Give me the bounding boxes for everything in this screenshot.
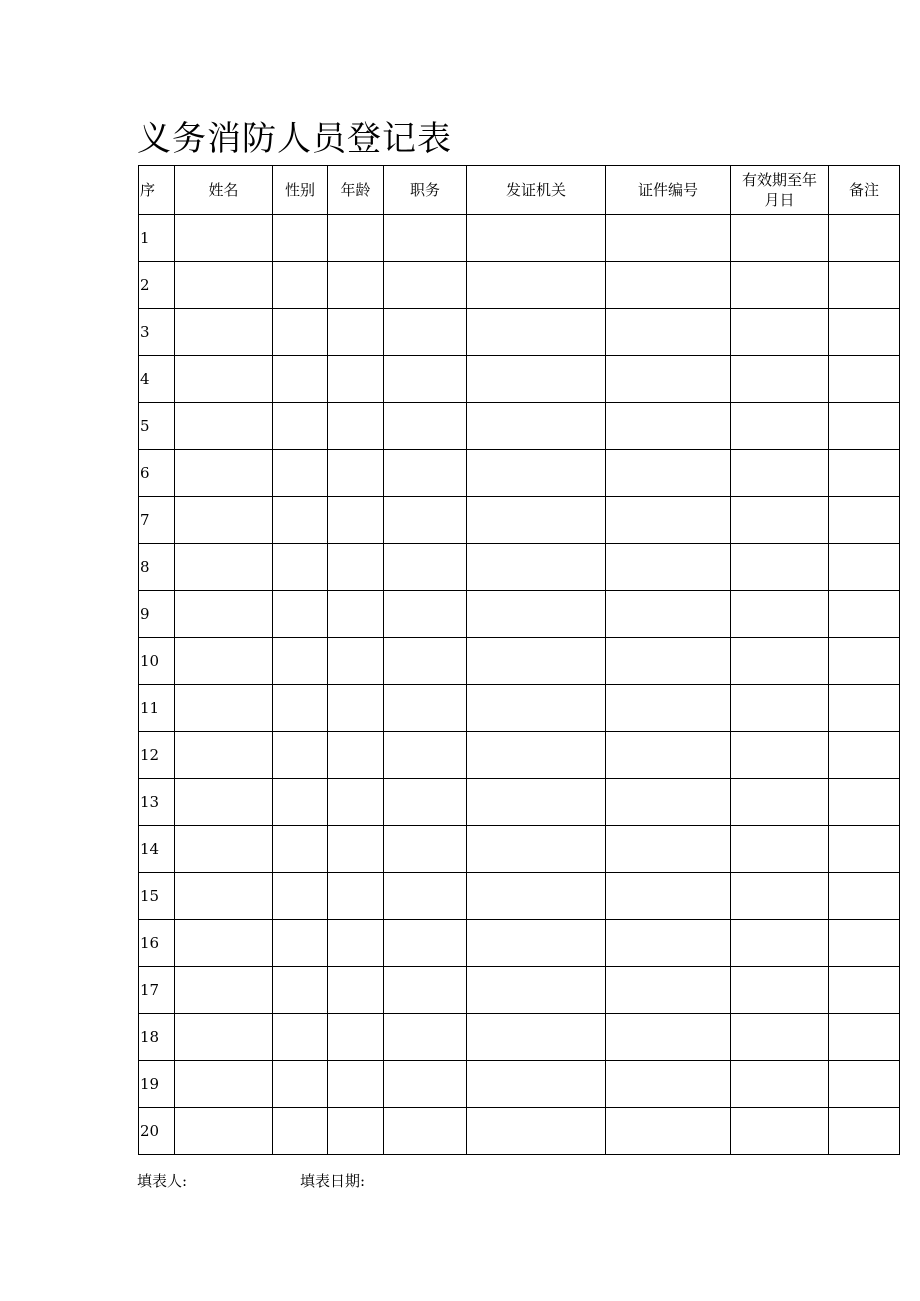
table-row xyxy=(139,403,900,450)
age-cell[interactable] xyxy=(328,685,384,732)
gender-cell[interactable] xyxy=(273,309,328,356)
table-row xyxy=(139,497,900,544)
remarks-cell[interactable] xyxy=(829,450,900,497)
valid-until-cell[interactable] xyxy=(731,685,829,732)
name-cell[interactable] xyxy=(175,1014,273,1061)
table-row xyxy=(139,1061,900,1108)
age-cell[interactable] xyxy=(328,450,384,497)
gender-cell[interactable] xyxy=(273,920,328,967)
name-cell[interactable] xyxy=(175,450,273,497)
row-number: 13 xyxy=(139,779,175,826)
position-cell[interactable] xyxy=(384,450,467,497)
row-number: 19 xyxy=(139,1061,175,1108)
position-cell[interactable] xyxy=(384,262,467,309)
valid-until-cell[interactable] xyxy=(731,873,829,920)
age-cell[interactable] xyxy=(328,732,384,779)
remarks-cell[interactable] xyxy=(829,873,900,920)
certificate-number-cell[interactable] xyxy=(606,732,731,779)
issuing-authority-cell[interactable] xyxy=(467,1061,606,1108)
position-cell[interactable] xyxy=(384,638,467,685)
row-number: 10 xyxy=(139,638,175,685)
row-number: 7 xyxy=(139,497,175,544)
table-row xyxy=(139,450,900,497)
name-cell[interactable] xyxy=(175,1108,273,1155)
row-number: 3 xyxy=(139,309,175,356)
column-header-issuing-authority: 发证机关 xyxy=(467,166,606,215)
position-cell[interactable] xyxy=(384,309,467,356)
gender-cell[interactable] xyxy=(273,403,328,450)
age-cell[interactable] xyxy=(328,826,384,873)
name-cell[interactable] xyxy=(175,779,273,826)
issuing-authority-cell[interactable] xyxy=(467,873,606,920)
remarks-cell[interactable] xyxy=(829,685,900,732)
valid-until-line-2: 月日 xyxy=(764,191,795,209)
certificate-number-cell[interactable] xyxy=(606,215,731,262)
position-cell[interactable] xyxy=(384,920,467,967)
remarks-cell[interactable] xyxy=(829,732,900,779)
position-cell[interactable] xyxy=(384,826,467,873)
gender-cell[interactable] xyxy=(273,685,328,732)
column-header-seq: 序 xyxy=(139,166,175,215)
remarks-cell[interactable] xyxy=(829,215,900,262)
fill-date-label: 填表日期: xyxy=(300,1172,366,1190)
row-number: 14 xyxy=(139,826,175,873)
remarks-cell[interactable] xyxy=(829,1061,900,1108)
gender-cell[interactable] xyxy=(273,732,328,779)
age-cell[interactable] xyxy=(328,309,384,356)
certificate-number-cell[interactable] xyxy=(606,638,731,685)
gender-cell[interactable] xyxy=(273,497,328,544)
position-cell[interactable] xyxy=(384,685,467,732)
position-cell[interactable] xyxy=(384,497,467,544)
certificate-number-cell[interactable] xyxy=(606,309,731,356)
row-number: 2 xyxy=(139,262,175,309)
table-row xyxy=(139,262,900,309)
table-row xyxy=(139,356,900,403)
certificate-number-cell[interactable] xyxy=(606,403,731,450)
age-cell[interactable] xyxy=(328,1061,384,1108)
name-cell[interactable] xyxy=(175,215,273,262)
position-cell[interactable] xyxy=(384,873,467,920)
issuing-authority-cell[interactable] xyxy=(467,638,606,685)
row-number: 9 xyxy=(139,591,175,638)
certificate-number-cell[interactable] xyxy=(606,1014,731,1061)
age-cell[interactable] xyxy=(328,967,384,1014)
issuing-authority-cell[interactable] xyxy=(467,309,606,356)
certificate-number-cell[interactable] xyxy=(606,685,731,732)
row-number: 17 xyxy=(139,967,175,1014)
issuing-authority-cell[interactable] xyxy=(467,215,606,262)
remarks-cell[interactable] xyxy=(829,356,900,403)
position-cell[interactable] xyxy=(384,732,467,779)
certificate-number-cell[interactable] xyxy=(606,779,731,826)
column-header-remarks: 备注 xyxy=(829,166,900,215)
certificate-number-cell[interactable] xyxy=(606,967,731,1014)
remarks-cell[interactable] xyxy=(829,497,900,544)
row-number: 11 xyxy=(139,685,175,732)
certificate-number-cell[interactable] xyxy=(606,544,731,591)
column-header-position: 职务 xyxy=(384,166,467,215)
column-header-certificate-number: 证件编号 xyxy=(606,166,731,215)
row-number: 8 xyxy=(139,544,175,591)
registration-table xyxy=(138,165,900,1155)
name-cell[interactable] xyxy=(175,638,273,685)
row-number: 18 xyxy=(139,1014,175,1061)
valid-until-cell[interactable] xyxy=(731,967,829,1014)
position-cell[interactable] xyxy=(384,356,467,403)
issuing-authority-cell[interactable] xyxy=(467,544,606,591)
position-cell[interactable] xyxy=(384,967,467,1014)
position-cell[interactable] xyxy=(384,1014,467,1061)
age-cell[interactable] xyxy=(328,1014,384,1061)
issuing-authority-cell[interactable] xyxy=(467,967,606,1014)
gender-cell[interactable] xyxy=(273,826,328,873)
position-cell[interactable] xyxy=(384,1061,467,1108)
table-row xyxy=(139,1014,900,1061)
table-row xyxy=(139,732,900,779)
table-row xyxy=(139,826,900,873)
gender-cell[interactable] xyxy=(273,450,328,497)
name-cell[interactable] xyxy=(175,685,273,732)
certificate-number-cell[interactable] xyxy=(606,1061,731,1108)
row-number: 12 xyxy=(139,732,175,779)
row-number: 20 xyxy=(139,1108,175,1155)
remarks-cell[interactable] xyxy=(829,826,900,873)
valid-until-cell[interactable] xyxy=(731,1061,829,1108)
table-row xyxy=(139,215,900,262)
age-cell[interactable] xyxy=(328,1108,384,1155)
name-cell[interactable] xyxy=(175,262,273,309)
gender-cell[interactable] xyxy=(273,967,328,1014)
row-number: 1 xyxy=(139,215,175,262)
certificate-number-cell[interactable] xyxy=(606,1108,731,1155)
valid-until-cell[interactable] xyxy=(731,732,829,779)
name-cell[interactable] xyxy=(175,1061,273,1108)
certificate-number-cell[interactable] xyxy=(606,826,731,873)
issuing-authority-cell[interactable] xyxy=(467,920,606,967)
age-cell[interactable] xyxy=(328,215,384,262)
table-row xyxy=(139,591,900,638)
valid-until-cell[interactable] xyxy=(731,1108,829,1155)
age-cell[interactable] xyxy=(328,403,384,450)
table-row xyxy=(139,920,900,967)
remarks-cell[interactable] xyxy=(829,309,900,356)
remarks-cell[interactable] xyxy=(829,967,900,1014)
gender-cell[interactable] xyxy=(273,215,328,262)
gender-cell[interactable] xyxy=(273,544,328,591)
table-row xyxy=(139,1108,900,1155)
remarks-cell[interactable] xyxy=(829,544,900,591)
issuing-authority-cell[interactable] xyxy=(467,403,606,450)
column-header-gender: 性别 xyxy=(273,166,328,215)
issuing-authority-cell[interactable] xyxy=(467,497,606,544)
name-cell[interactable] xyxy=(175,544,273,591)
age-cell[interactable] xyxy=(328,497,384,544)
remarks-cell[interactable] xyxy=(829,638,900,685)
valid-until-line-1: 有效期至年 xyxy=(741,171,817,189)
row-number: 6 xyxy=(139,450,175,497)
remarks-cell[interactable] xyxy=(829,262,900,309)
table-row xyxy=(139,967,900,1014)
position-cell[interactable] xyxy=(384,215,467,262)
name-cell[interactable] xyxy=(175,732,273,779)
age-cell[interactable] xyxy=(328,779,384,826)
certificate-number-cell[interactable] xyxy=(606,356,731,403)
name-cell[interactable] xyxy=(175,403,273,450)
age-cell[interactable] xyxy=(328,873,384,920)
valid-until-cell[interactable] xyxy=(731,215,829,262)
age-cell[interactable] xyxy=(328,544,384,591)
certificate-number-cell[interactable] xyxy=(606,262,731,309)
name-cell[interactable] xyxy=(175,497,273,544)
certificate-number-cell[interactable] xyxy=(606,873,731,920)
remarks-cell[interactable] xyxy=(829,1108,900,1155)
age-cell[interactable] xyxy=(328,920,384,967)
gender-cell[interactable] xyxy=(273,356,328,403)
gender-cell[interactable] xyxy=(273,591,328,638)
issuing-authority-cell[interactable] xyxy=(467,779,606,826)
valid-until-cell[interactable] xyxy=(731,779,829,826)
position-cell[interactable] xyxy=(384,779,467,826)
table-row xyxy=(139,638,900,685)
position-cell[interactable] xyxy=(384,544,467,591)
remarks-cell[interactable] xyxy=(829,403,900,450)
valid-until-cell[interactable] xyxy=(731,920,829,967)
name-cell[interactable] xyxy=(175,920,273,967)
certificate-number-cell[interactable] xyxy=(606,920,731,967)
valid-until-cell[interactable] xyxy=(731,262,829,309)
issuing-authority-cell[interactable] xyxy=(467,450,606,497)
position-cell[interactable] xyxy=(384,403,467,450)
gender-cell[interactable] xyxy=(273,779,328,826)
row-number: 16 xyxy=(139,920,175,967)
age-cell[interactable] xyxy=(328,591,384,638)
name-cell[interactable] xyxy=(175,309,273,356)
issuing-authority-cell[interactable] xyxy=(467,356,606,403)
name-cell[interactable] xyxy=(175,873,273,920)
issuing-authority-cell[interactable] xyxy=(467,685,606,732)
valid-until-cell[interactable] xyxy=(731,450,829,497)
valid-until-cell[interactable] xyxy=(731,309,829,356)
gender-cell[interactable] xyxy=(273,262,328,309)
gender-cell[interactable] xyxy=(273,1061,328,1108)
remarks-cell[interactable] xyxy=(829,920,900,967)
remarks-cell[interactable] xyxy=(829,591,900,638)
valid-until-cell[interactable] xyxy=(731,1014,829,1061)
age-cell[interactable] xyxy=(328,638,384,685)
header-row xyxy=(139,166,900,215)
issuing-authority-cell[interactable] xyxy=(467,591,606,638)
valid-until-cell[interactable] xyxy=(731,591,829,638)
gender-cell[interactable] xyxy=(273,873,328,920)
gender-cell[interactable] xyxy=(273,1014,328,1061)
table-row xyxy=(139,544,900,591)
issuing-authority-cell[interactable] xyxy=(467,732,606,779)
column-header-name: 姓名 xyxy=(175,166,273,215)
valid-until-cell[interactable] xyxy=(731,638,829,685)
certificate-number-cell[interactable] xyxy=(606,497,731,544)
table-row xyxy=(139,873,900,920)
position-cell[interactable] xyxy=(384,1108,467,1155)
valid-until-cell[interactable] xyxy=(731,356,829,403)
table-row xyxy=(139,779,900,826)
valid-until-cell[interactable] xyxy=(731,403,829,450)
certificate-number-cell[interactable] xyxy=(606,591,731,638)
column-header-age: 年龄 xyxy=(328,166,384,215)
row-number: 5 xyxy=(139,403,175,450)
name-cell[interactable] xyxy=(175,967,273,1014)
form-title: 义务消防人员登记表 xyxy=(137,119,452,159)
issuing-authority-cell[interactable] xyxy=(467,1014,606,1061)
valid-until-cell[interactable] xyxy=(731,544,829,591)
age-cell[interactable] xyxy=(328,356,384,403)
age-cell[interactable] xyxy=(328,262,384,309)
row-number: 15 xyxy=(139,873,175,920)
table-row xyxy=(139,309,900,356)
gender-cell[interactable] xyxy=(273,1108,328,1155)
table-row xyxy=(139,685,900,732)
name-cell[interactable] xyxy=(175,356,273,403)
valid-until-cell[interactable] xyxy=(731,826,829,873)
remarks-cell[interactable] xyxy=(829,1014,900,1061)
name-cell[interactable] xyxy=(175,591,273,638)
row-number: 4 xyxy=(139,356,175,403)
valid-until-cell[interactable] xyxy=(731,497,829,544)
issuing-authority-cell[interactable] xyxy=(467,262,606,309)
position-cell[interactable] xyxy=(384,591,467,638)
name-cell[interactable] xyxy=(175,826,273,873)
issuing-authority-cell[interactable] xyxy=(467,826,606,873)
column-header-valid-until xyxy=(731,166,829,215)
remarks-cell[interactable] xyxy=(829,779,900,826)
issuing-authority-cell[interactable] xyxy=(467,1108,606,1155)
gender-cell[interactable] xyxy=(273,638,328,685)
filler-label: 填表人: xyxy=(137,1172,188,1190)
certificate-number-cell[interactable] xyxy=(606,450,731,497)
